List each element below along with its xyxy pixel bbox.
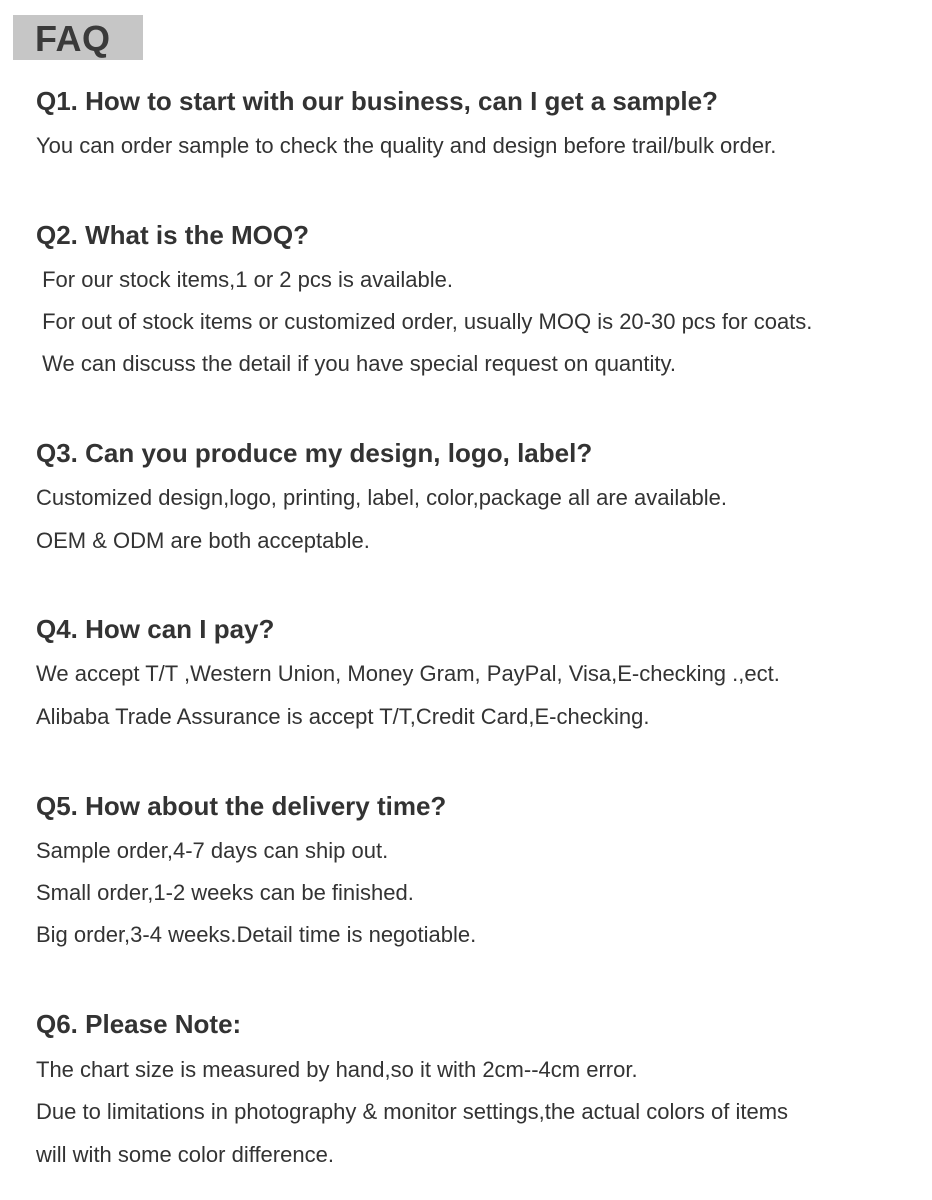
faq-answer-line: Small order,1-2 weeks can be finished. (36, 880, 414, 905)
faq-heading-badge: FAQ (13, 15, 143, 60)
faq-answer-line: Big order,3-4 weeks.Detail time is negotiable. (36, 922, 477, 947)
faq-answer-line: Customized design,logo, printing, label, color,package all are available. (36, 485, 727, 510)
faq-item-3 (36, 438, 922, 554)
faq-item-4 (36, 614, 922, 730)
faq-answer-line: Due to limitations in photography & monitor settings,the actual colors of items (36, 1099, 789, 1124)
faq-question: Q4. How can I pay? (36, 614, 275, 644)
faq-item-5 (36, 791, 922, 948)
faq-answer-line: For our stock items,1 or 2 pcs is available. (36, 267, 453, 292)
faq-item-1 (36, 86, 922, 159)
faq-answer-line: The chart size is measured by hand,so it with 2cm--4cm error. (36, 1057, 638, 1082)
faq-answer-line: We can discuss the detail if you have special request on quantity. (36, 351, 676, 376)
faq-answer-line: Alibaba Trade Assurance is accept T/T,Credit Card,E-checking. (36, 704, 650, 729)
faq-question: Q2. What is the MOQ? (36, 220, 310, 250)
faq-answer-line: OEM & ODM are both acceptable. (36, 528, 370, 553)
faq-question: Q6. Please Note: (36, 1009, 242, 1039)
faq-answer-line: We accept T/T ,Western Union, Money Gram, PayPal, Visa,E-checking .,ect. (36, 661, 780, 686)
faq-answer-line: For out of stock items or customized order, usually MOQ is 20-30 pcs for coats. (36, 309, 813, 334)
faq-answer-line: Sample order,4-7 days can ship out. (36, 838, 389, 863)
faq-item-6 (36, 1009, 922, 1168)
faq-answer-line: will with some color difference. (36, 1142, 334, 1167)
faq-question: Q5. How about the delivery time? (36, 791, 447, 821)
faq-answer-line: You can order sample to check the quality and design before trail/bulk order. (36, 133, 777, 158)
faq-item-2 (36, 220, 922, 377)
faq-question: Q3. Can you produce my design, logo, label? (36, 438, 593, 468)
faq-question: Q1. How to start with our business, can I get a sample? (36, 86, 718, 116)
